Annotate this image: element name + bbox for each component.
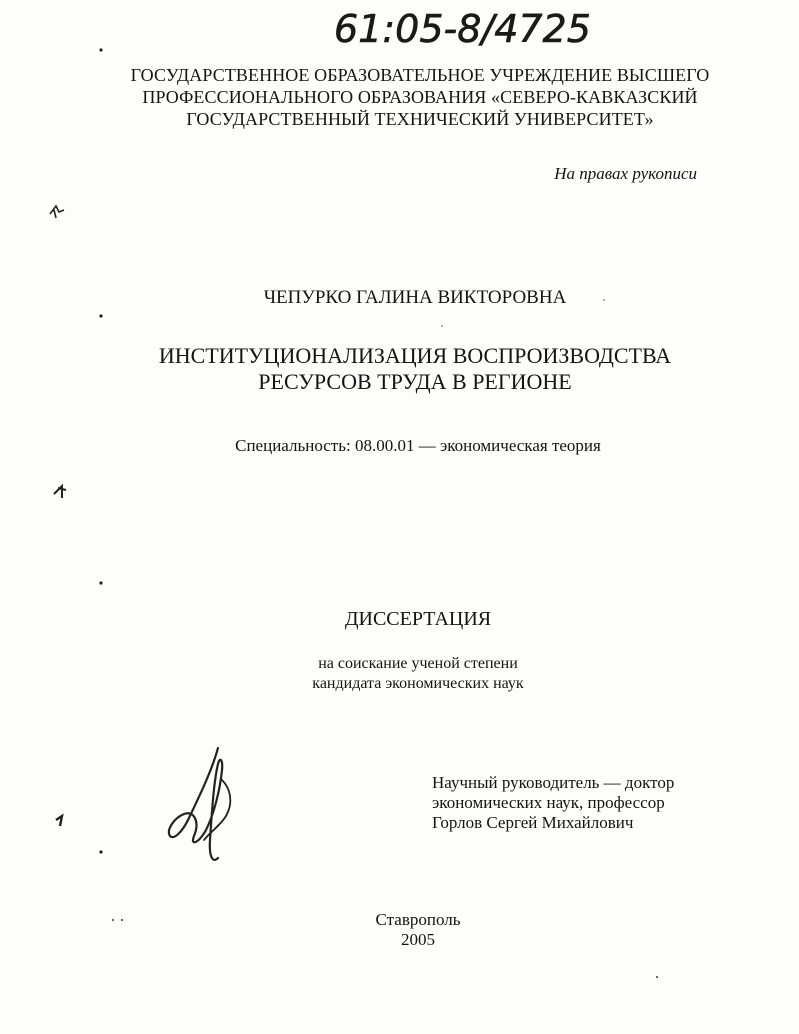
supervisor-line-1: Научный руководитель — доктор: [432, 773, 675, 792]
year: 2005: [401, 930, 435, 949]
degree-line-2: кандидата экономических наук: [312, 675, 524, 692]
scan-dot: [99, 48, 102, 51]
institution-line-1: ГОСУДАРСТВЕННОЕ ОБРАЗОВАТЕЛЬНОЕ УЧРЕЖДЕНИЕ ВЫСШЕГО: [130, 65, 710, 85]
title-line-2: РЕСУРСОВ ТРУДА В РЕГИОНЕ: [258, 369, 572, 394]
manuscript-rights-note: На правах рукописи: [554, 164, 697, 183]
scan-mark: [50, 206, 64, 218]
institution-line-2: ПРОФЕССИОНАЛЬНОГО ОБРАЗОВАНИЯ «СЕВЕРО-КАВКАЗСКИЙ: [142, 87, 698, 107]
place-and-year: [0, 910, 799, 950]
title-line-1: ИНСТИТУЦИОНАЛИЗАЦИЯ ВОСПРОИЗВОДСТВА: [158, 343, 672, 368]
document-type-heading: ДИССЕРТАЦИЯ: [344, 608, 492, 630]
institution-line-3: ГОСУДАРСТВЕННЫЙ ТЕХНИЧЕСКИЙ УНИВЕРСИТЕТ»: [186, 109, 654, 129]
author-name: ЧЕПУРКО ГАЛИНА ВИКТОРОВНА: [263, 287, 567, 308]
scientific-supervisor: [432, 773, 674, 833]
handwritten-signature: [160, 740, 250, 870]
scan-dot: [99, 581, 102, 584]
scan-dot: [656, 976, 658, 978]
scan-dot: [441, 325, 443, 327]
handwritten-code-text: 61:05-8/4725: [334, 7, 591, 51]
scan-mark: [54, 486, 66, 498]
supervisor-line-2: экономических наук, профессор: [432, 793, 665, 812]
scan-dot: [99, 314, 102, 317]
specialty-line: Специальность: 08.00.01 — экономическая теория: [235, 436, 601, 455]
degree-description: [0, 654, 799, 694]
scan-mark: [56, 816, 62, 826]
dissertation-title: [0, 343, 799, 395]
degree-line-1: на соискание ученой степени: [318, 655, 518, 672]
institution-name: [90, 64, 750, 130]
handwritten-catalog-code: [330, 4, 630, 52]
city: Ставрополь: [375, 910, 461, 929]
scan-dot: [99, 850, 102, 853]
supervisor-line-3: Горлов Сергей Михайлович: [432, 813, 634, 832]
